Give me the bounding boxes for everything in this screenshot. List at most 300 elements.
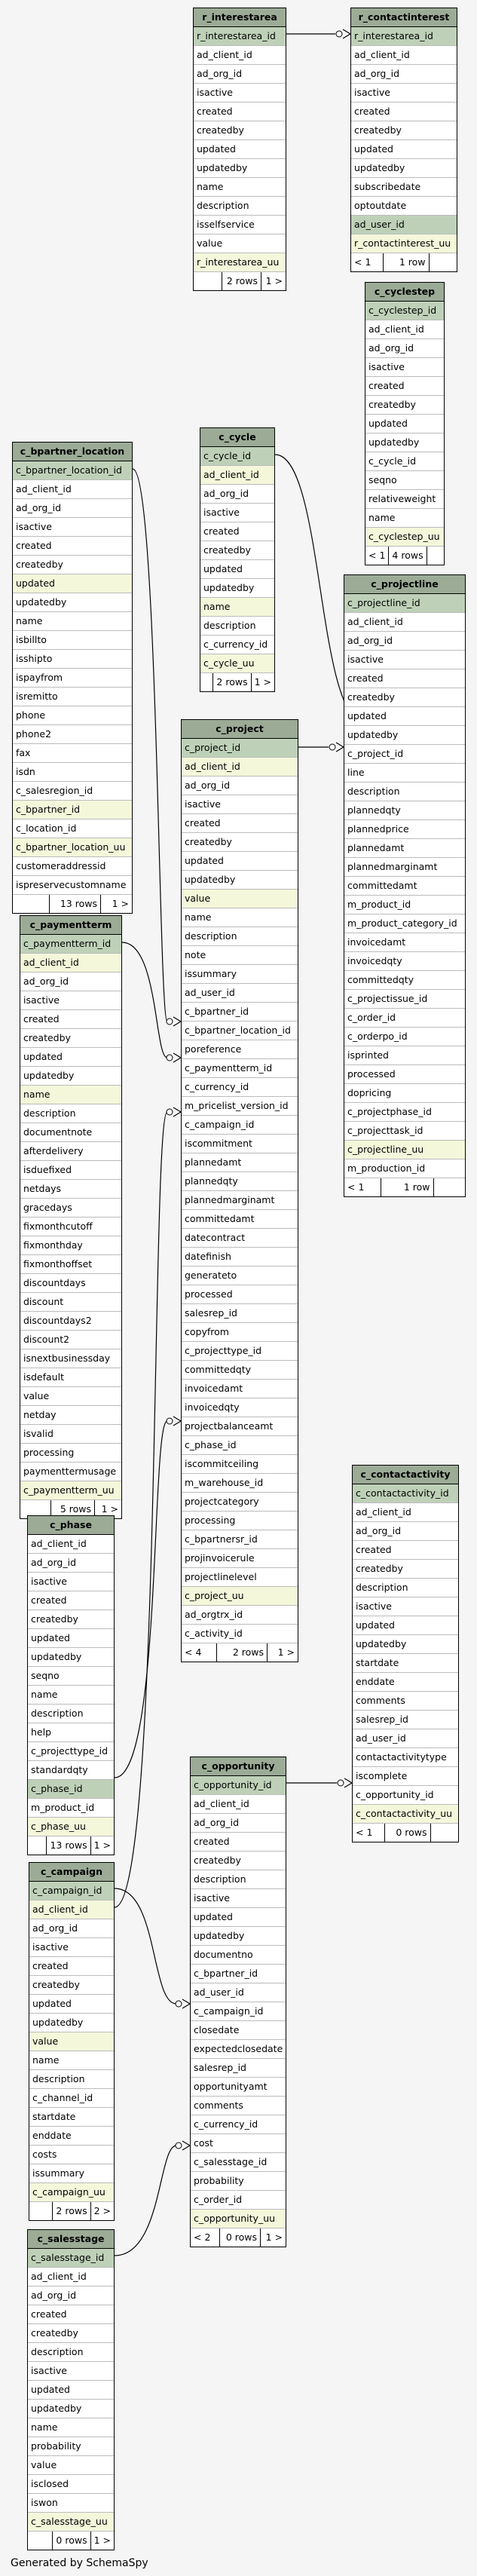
column-row[interactable]: issummary (29, 2164, 114, 2183)
column-row[interactable]: createdby (13, 556, 132, 574)
column-row[interactable]: createdby (28, 1610, 114, 1629)
column-row[interactable]: c_order_id (344, 1009, 465, 1028)
column-row[interactable]: c_bpartnersr_id (182, 1530, 298, 1549)
column-row[interactable]: ad_user_id (182, 984, 298, 1003)
column-row[interactable]: discount2 (20, 1331, 121, 1349)
column-row[interactable]: updatedby (13, 593, 132, 612)
column-row[interactable]: created (353, 1541, 458, 1560)
column-row[interactable]: iswon (28, 2494, 114, 2513)
column-row[interactable]: updated (191, 1908, 286, 1927)
column-row[interactable]: c_bpartner_id (13, 801, 132, 819)
column-row[interactable]: standardqty (28, 1761, 114, 1780)
column-row[interactable]: ad_org_id (194, 65, 286, 84)
footer-cell[interactable] (28, 2532, 53, 2550)
footer-cell[interactable]: 1 > (254, 676, 271, 688)
column-row[interactable]: updated (351, 140, 457, 159)
column-row[interactable]: isduefixed (20, 1161, 121, 1180)
table-c_campaign[interactable] (29, 1862, 115, 2221)
column-row[interactable]: c_bpartner_location_uu (13, 838, 132, 857)
column-row[interactable]: created (194, 103, 286, 121)
column-row[interactable]: c_contactactivity_id (353, 1484, 458, 1503)
column-row[interactable]: customeraddressid (13, 857, 132, 876)
column-row[interactable]: c_paymentterm_id (20, 935, 121, 954)
table-c_projectline[interactable] (344, 574, 466, 1197)
column-row[interactable]: ad_client_id (13, 480, 132, 499)
footer-cell[interactable]: 1 > (265, 2231, 283, 2243)
column-row[interactable]: ad_client_id (28, 1535, 114, 1554)
column-row[interactable]: updated (194, 140, 286, 159)
column-row[interactable]: projectcategory (182, 1493, 298, 1512)
column-row[interactable]: isactive (344, 651, 465, 669)
footer-cell[interactable]: 1 > (93, 1839, 111, 1851)
column-row[interactable]: salesrep_id (191, 2059, 286, 2078)
column-row[interactable]: updatedby (182, 871, 298, 890)
column-row[interactable]: updated (20, 1048, 121, 1067)
column-row[interactable]: value (182, 890, 298, 908)
column-row[interactable]: c_activity_id (182, 1625, 298, 1643)
column-row[interactable]: name (182, 908, 298, 927)
column-row[interactable]: plannedqty (182, 1172, 298, 1191)
column-row[interactable]: name (28, 1686, 114, 1705)
column-row[interactable]: c_projectline_uu (344, 1141, 465, 1159)
column-row[interactable]: description (200, 617, 274, 636)
column-row[interactable]: c_project_uu (182, 1587, 298, 1606)
footer-cell[interactable]: 1 > (93, 2535, 111, 2546)
column-row[interactable]: updatedby (344, 726, 465, 745)
column-row[interactable]: ispreservecustomname (13, 876, 132, 895)
column-row[interactable]: fax (13, 744, 132, 763)
column-row[interactable]: name (194, 178, 286, 197)
column-row[interactable]: ad_org_id (28, 2287, 114, 2305)
column-row[interactable]: c_paymentterm_id (182, 1059, 298, 1078)
column-row[interactable]: ad_client_id (28, 2268, 114, 2287)
column-row[interactable]: c_salesstage_id (28, 2249, 114, 2268)
column-row[interactable]: updatedby (194, 159, 286, 178)
column-row[interactable]: committedamt (344, 877, 465, 896)
column-row[interactable]: plannedamt (182, 1153, 298, 1172)
column-row[interactable]: updated (353, 1616, 458, 1635)
column-row[interactable]: subscribedate (351, 178, 457, 197)
column-row[interactable]: updated (344, 707, 465, 726)
column-row[interactable]: ad_client_id (200, 466, 274, 485)
column-row[interactable]: afterdelivery (20, 1142, 121, 1161)
column-row[interactable]: projectbalanceamt (182, 1417, 298, 1436)
column-row[interactable]: projectlinelevel (182, 1568, 298, 1587)
column-row[interactable]: comments (191, 2097, 286, 2115)
column-row[interactable]: isselfservice (194, 216, 286, 234)
column-row[interactable]: created (200, 522, 274, 541)
column-row[interactable]: isclosed (28, 2475, 114, 2494)
column-row[interactable]: created (28, 2305, 114, 2324)
column-row[interactable]: ad_client_id (353, 1503, 458, 1522)
column-row[interactable]: seqno (28, 1667, 114, 1686)
column-row[interactable]: salesrep_id (353, 1711, 458, 1729)
column-row[interactable]: createdby (28, 2324, 114, 2343)
column-row[interactable]: datecontract (182, 1229, 298, 1248)
column-row[interactable]: description (20, 1104, 121, 1123)
column-row[interactable]: c_paymentterm_uu (20, 1481, 121, 1500)
column-row[interactable]: m_pricelist_version_id (182, 1097, 298, 1116)
footer-cell[interactable]: 1 > (101, 1503, 118, 1515)
column-row[interactable]: c_contactactivity_uu (353, 1805, 458, 1824)
column-row[interactable]: updatedby (28, 1648, 114, 1667)
table-c_contactactivity[interactable] (352, 1465, 459, 1842)
column-row[interactable]: note (182, 946, 298, 965)
column-row[interactable]: expectedclosedate (191, 2040, 286, 2059)
footer-cell[interactable] (430, 253, 457, 271)
column-row[interactable]: value (20, 1387, 121, 1406)
column-row[interactable]: c_bpartner_location_id (13, 461, 132, 480)
column-row[interactable]: c_campaign_id (191, 2002, 286, 2021)
table-c_cycle[interactable] (200, 427, 275, 692)
footer-cell[interactable] (194, 272, 222, 290)
column-row[interactable]: dopricing (344, 1084, 465, 1103)
column-row[interactable]: name (29, 2051, 114, 2070)
column-row[interactable]: createdby (182, 833, 298, 852)
column-row[interactable]: ad_org_id (28, 1554, 114, 1573)
column-row[interactable]: created (28, 1591, 114, 1610)
column-row[interactable]: description (191, 1870, 286, 1889)
column-row[interactable]: help (28, 1723, 114, 1742)
column-row[interactable]: ad_client_id (344, 613, 465, 632)
column-row[interactable]: isactive (28, 2362, 114, 2381)
footer-cell[interactable] (431, 1824, 459, 1842)
column-row[interactable]: netday (20, 1406, 121, 1425)
column-row[interactable]: c_channel_id (29, 2089, 114, 2108)
column-row[interactable]: iscomplete (353, 1767, 458, 1786)
column-row[interactable]: value (28, 2456, 114, 2475)
column-row[interactable]: description (29, 2070, 114, 2089)
column-row[interactable]: plannedmarginamt (344, 858, 465, 877)
column-row[interactable]: description (28, 1705, 114, 1723)
column-row[interactable]: plannedamt (344, 839, 465, 858)
column-row[interactable]: c_salesstage_id (191, 2153, 286, 2172)
column-row[interactable]: m_production_id (344, 1159, 465, 1178)
column-row[interactable]: name (20, 1086, 121, 1104)
column-row[interactable]: invoicedqty (344, 952, 465, 971)
column-row[interactable]: ad_client_id (351, 46, 457, 65)
column-row[interactable]: updated (200, 560, 274, 579)
column-row[interactable]: m_product_category_id (344, 914, 465, 933)
column-row[interactable]: issummary (182, 965, 298, 984)
column-row[interactable]: isprinted (344, 1046, 465, 1065)
column-row[interactable]: phone2 (13, 725, 132, 744)
column-row[interactable]: name (13, 612, 132, 631)
column-row[interactable]: c_campaign_uu (29, 2183, 114, 2202)
column-row[interactable]: isshipto (13, 650, 132, 669)
column-row[interactable]: c_location_id (13, 819, 132, 838)
column-row[interactable]: ad_org_id (191, 1814, 286, 1833)
column-row[interactable]: r_contactinterest_uu (351, 234, 457, 253)
column-row[interactable]: isactive (28, 1573, 114, 1591)
column-row[interactable]: ad_user_id (353, 1729, 458, 1748)
column-row[interactable]: updatedby (200, 579, 274, 598)
column-row[interactable]: createdby (20, 1029, 121, 1048)
column-row[interactable]: c_cycle_uu (200, 654, 274, 673)
footer-cell[interactable]: 1 > (277, 1646, 295, 1658)
column-row[interactable]: ad_orgtrx_id (182, 1606, 298, 1625)
column-row[interactable]: c_currency_id (182, 1078, 298, 1097)
footer-cell[interactable] (427, 547, 444, 565)
column-row[interactable]: r_interestarea_id (194, 27, 286, 46)
column-row[interactable]: startdate (29, 2108, 114, 2127)
column-row[interactable]: created (182, 814, 298, 833)
column-row[interactable]: opportunityamt (191, 2078, 286, 2097)
table-c_salesstage[interactable] (27, 2229, 115, 2550)
column-row[interactable]: copyfrom (182, 1323, 298, 1342)
footer-cell[interactable]: < 1 (353, 1824, 385, 1842)
column-row[interactable]: c_phase_id (28, 1780, 114, 1799)
column-row[interactable]: createdby (353, 1560, 458, 1579)
column-row[interactable]: enddate (29, 2127, 114, 2146)
column-row[interactable]: documentnote (20, 1123, 121, 1142)
column-row[interactable]: created (20, 1010, 121, 1029)
footer-cell[interactable]: < 2 (191, 2228, 220, 2247)
column-row[interactable]: projinvoicerule (182, 1549, 298, 1568)
column-row[interactable]: discountdays2 (20, 1312, 121, 1331)
column-row[interactable]: paymenttermusage (20, 1463, 121, 1481)
column-row[interactable]: c_campaign_id (29, 1882, 114, 1901)
column-row[interactable]: ad_client_id (20, 954, 121, 973)
column-row[interactable]: updatedby (29, 2014, 114, 2032)
column-row[interactable]: created (191, 1833, 286, 1852)
column-row[interactable]: ad_org_id (351, 65, 457, 84)
column-row[interactable]: c_projectissue_id (344, 990, 465, 1009)
column-row[interactable]: created (13, 537, 132, 556)
column-row[interactable]: committedqty (344, 971, 465, 990)
column-row[interactable]: netdays (20, 1180, 121, 1199)
column-row[interactable]: ad_org_id (353, 1522, 458, 1541)
column-row[interactable]: relativeweight (365, 490, 444, 509)
column-row[interactable]: updatedby (191, 1927, 286, 1946)
column-row[interactable]: isremitto (13, 688, 132, 706)
column-row[interactable]: name (365, 509, 444, 528)
column-row[interactable]: c_project_id (182, 739, 298, 758)
column-row[interactable]: isbillto (13, 631, 132, 650)
column-row[interactable]: updated (28, 2381, 114, 2400)
column-row[interactable]: ad_org_id (13, 499, 132, 518)
column-row[interactable]: description (353, 1579, 458, 1597)
column-row[interactable]: plannedmarginamt (182, 1191, 298, 1210)
column-row[interactable]: updatedby (353, 1635, 458, 1654)
column-row[interactable]: created (365, 377, 444, 396)
column-row[interactable]: costs (29, 2146, 114, 2164)
table-c_cyclestep[interactable] (365, 282, 445, 565)
column-row[interactable]: closedate (191, 2021, 286, 2040)
column-row[interactable]: c_currency_id (200, 636, 274, 654)
footer-cell[interactable] (13, 895, 50, 913)
column-row[interactable]: created (344, 669, 465, 688)
column-row[interactable]: createdby (29, 1976, 114, 1995)
column-row[interactable]: probability (191, 2172, 286, 2191)
column-row[interactable]: c_bpartner_id (182, 1003, 298, 1022)
column-row[interactable]: datefinish (182, 1248, 298, 1267)
footer-cell[interactable]: 1 > (265, 275, 283, 286)
footer-cell[interactable]: < 1 (344, 1178, 381, 1196)
column-row[interactable]: createdby (200, 541, 274, 560)
footer-cell[interactable]: < 1 (365, 547, 389, 565)
column-row[interactable]: plannedprice (344, 820, 465, 839)
column-row[interactable]: createdby (351, 121, 457, 140)
column-row[interactable]: createdby (191, 1852, 286, 1870)
column-row[interactable]: phone (13, 706, 132, 725)
footer-cell[interactable]: < 1 (351, 253, 384, 271)
column-row[interactable]: c_currency_id (191, 2115, 286, 2134)
column-row[interactable]: generateto (182, 1267, 298, 1285)
column-row[interactable]: isdn (13, 763, 132, 782)
column-row[interactable]: c_salesregion_id (13, 782, 132, 801)
column-row[interactable]: ad_org_id (182, 776, 298, 795)
footer-cell[interactable] (28, 1836, 47, 1855)
column-row[interactable]: created (351, 103, 457, 121)
column-row[interactable]: c_bpartner_location_id (182, 1022, 298, 1040)
column-row[interactable]: ispayfrom (13, 669, 132, 688)
column-row[interactable]: r_interestarea_id (351, 27, 457, 46)
column-row[interactable]: ad_client_id (182, 758, 298, 776)
table-c_phase[interactable] (27, 1515, 115, 1855)
column-row[interactable]: isdefault (20, 1368, 121, 1387)
column-row[interactable]: value (194, 234, 286, 253)
column-row[interactable]: c_projecttask_id (344, 1122, 465, 1141)
column-row[interactable]: isactive (29, 1938, 114, 1957)
column-row[interactable]: c_cycle_id (365, 452, 444, 471)
column-row[interactable]: c_order_id (191, 2191, 286, 2210)
column-row[interactable]: ad_client_id (194, 46, 286, 65)
column-row[interactable]: iscommitment (182, 1135, 298, 1153)
column-row[interactable]: c_projecttype_id (182, 1342, 298, 1361)
column-row[interactable]: gracedays (20, 1199, 121, 1218)
column-row[interactable]: ad_client_id (191, 1795, 286, 1814)
table-r_interestarea[interactable] (193, 8, 286, 291)
column-row[interactable]: iscommitceiling (182, 1455, 298, 1474)
column-row[interactable]: updatedby (351, 159, 457, 178)
column-row[interactable]: ad_client_id (29, 1901, 114, 1919)
column-row[interactable]: fixmonthcutoff (20, 1218, 121, 1236)
column-row[interactable]: fixmonthoffset (20, 1255, 121, 1274)
column-row[interactable]: c_phase_id (182, 1436, 298, 1455)
column-row[interactable]: c_orderpo_id (344, 1028, 465, 1046)
column-row[interactable]: c_opportunity_id (353, 1786, 458, 1805)
column-row[interactable]: line (344, 764, 465, 783)
column-row[interactable]: ad_client_id (365, 320, 444, 339)
column-row[interactable]: updated (365, 415, 444, 433)
column-row[interactable]: committedamt (182, 1210, 298, 1229)
column-row[interactable]: isactive (351, 84, 457, 103)
column-row[interactable]: isactive (182, 795, 298, 814)
footer-cell[interactable] (29, 2202, 53, 2220)
column-row[interactable]: updated (182, 852, 298, 871)
column-row[interactable]: ad_user_id (351, 216, 457, 234)
column-row[interactable]: isactive (13, 518, 132, 537)
column-row[interactable]: fixmonthday (20, 1236, 121, 1255)
column-row[interactable]: salesrep_id (182, 1304, 298, 1323)
column-row[interactable]: isnextbusinessday (20, 1349, 121, 1368)
column-row[interactable]: processing (182, 1512, 298, 1530)
column-row[interactable]: updated (28, 1629, 114, 1648)
column-row[interactable]: c_opportunity_uu (191, 2210, 286, 2228)
footer-cell[interactable]: 2 > (93, 2205, 111, 2216)
column-row[interactable]: updated (13, 574, 132, 593)
column-row[interactable]: description (344, 783, 465, 801)
column-row[interactable]: c_cycle_id (200, 447, 274, 466)
footer-cell[interactable]: < 4 (182, 1643, 217, 1662)
column-row[interactable]: processing (20, 1444, 121, 1463)
table-c_bpartner_location[interactable] (12, 442, 133, 914)
column-row[interactable]: ad_org_id (344, 632, 465, 651)
column-row[interactable]: isactive (353, 1597, 458, 1616)
column-row[interactable]: ad_user_id (191, 1983, 286, 2002)
column-row[interactable]: m_product_id (344, 896, 465, 914)
column-row[interactable]: startdate (353, 1654, 458, 1673)
column-row[interactable]: description (194, 197, 286, 216)
column-row[interactable]: updated (29, 1995, 114, 2014)
table-c_paymentterm[interactable] (20, 915, 122, 1519)
column-row[interactable]: isvalid (20, 1425, 121, 1444)
table-r_contactinterest[interactable] (350, 8, 457, 272)
column-row[interactable]: c_project_id (344, 745, 465, 764)
column-row[interactable]: cost (191, 2134, 286, 2153)
column-row[interactable]: comments (353, 1692, 458, 1711)
column-row[interactable]: isactive (191, 1889, 286, 1908)
column-row[interactable]: r_interestarea_uu (194, 253, 286, 272)
table-c_opportunity[interactable] (190, 1757, 286, 2247)
column-row[interactable]: committedqty (182, 1361, 298, 1380)
column-row[interactable]: createdby (365, 396, 444, 415)
footer-cell[interactable] (200, 673, 213, 691)
column-row[interactable]: ad_org_id (200, 485, 274, 504)
column-row[interactable]: m_product_id (28, 1799, 114, 1818)
column-row[interactable]: isactive (200, 504, 274, 522)
column-row[interactable]: updatedby (365, 433, 444, 452)
column-row[interactable]: value (29, 2032, 114, 2051)
column-row[interactable]: isactive (194, 84, 286, 103)
column-row[interactable]: c_projectline_id (344, 594, 465, 613)
column-row[interactable]: documentno (191, 1946, 286, 1965)
column-row[interactable]: updatedby (28, 2400, 114, 2418)
column-row[interactable]: discountdays (20, 1274, 121, 1293)
column-row[interactable]: invoicedamt (182, 1380, 298, 1398)
column-row[interactable]: isactive (20, 991, 121, 1010)
column-row[interactable]: createdby (194, 121, 286, 140)
column-row[interactable]: c_cyclestep_id (365, 302, 444, 320)
column-row[interactable]: ad_org_id (20, 973, 121, 991)
column-row[interactable]: description (28, 2343, 114, 2362)
column-row[interactable]: c_campaign_id (182, 1116, 298, 1135)
column-row[interactable]: processed (182, 1285, 298, 1304)
column-row[interactable]: invoicedqty (182, 1398, 298, 1417)
column-row[interactable]: isactive (365, 358, 444, 377)
column-row[interactable]: discount (20, 1293, 121, 1312)
column-row[interactable]: seqno (365, 471, 444, 490)
column-row[interactable]: contactactivitytype (353, 1748, 458, 1767)
column-row[interactable]: processed (344, 1065, 465, 1084)
column-row[interactable]: c_cyclestep_uu (365, 528, 444, 547)
column-row[interactable]: poreference (182, 1040, 298, 1059)
column-row[interactable]: c_projectphase_id (344, 1103, 465, 1122)
footer-cell[interactable]: 1 > (112, 898, 129, 909)
column-row[interactable]: c_salesstage_uu (28, 2513, 114, 2532)
column-row[interactable]: enddate (353, 1673, 458, 1692)
column-row[interactable]: createdby (344, 688, 465, 707)
column-row[interactable]: c_bpartner_id (191, 1965, 286, 1983)
column-row[interactable]: probability (28, 2437, 114, 2456)
column-row[interactable]: ad_org_id (365, 339, 444, 358)
column-row[interactable]: plannedqty (344, 801, 465, 820)
column-row[interactable]: name (200, 598, 274, 617)
column-row[interactable]: updatedby (20, 1067, 121, 1086)
column-row[interactable]: m_warehouse_id (182, 1474, 298, 1493)
column-row[interactable]: invoicedamt (344, 933, 465, 952)
